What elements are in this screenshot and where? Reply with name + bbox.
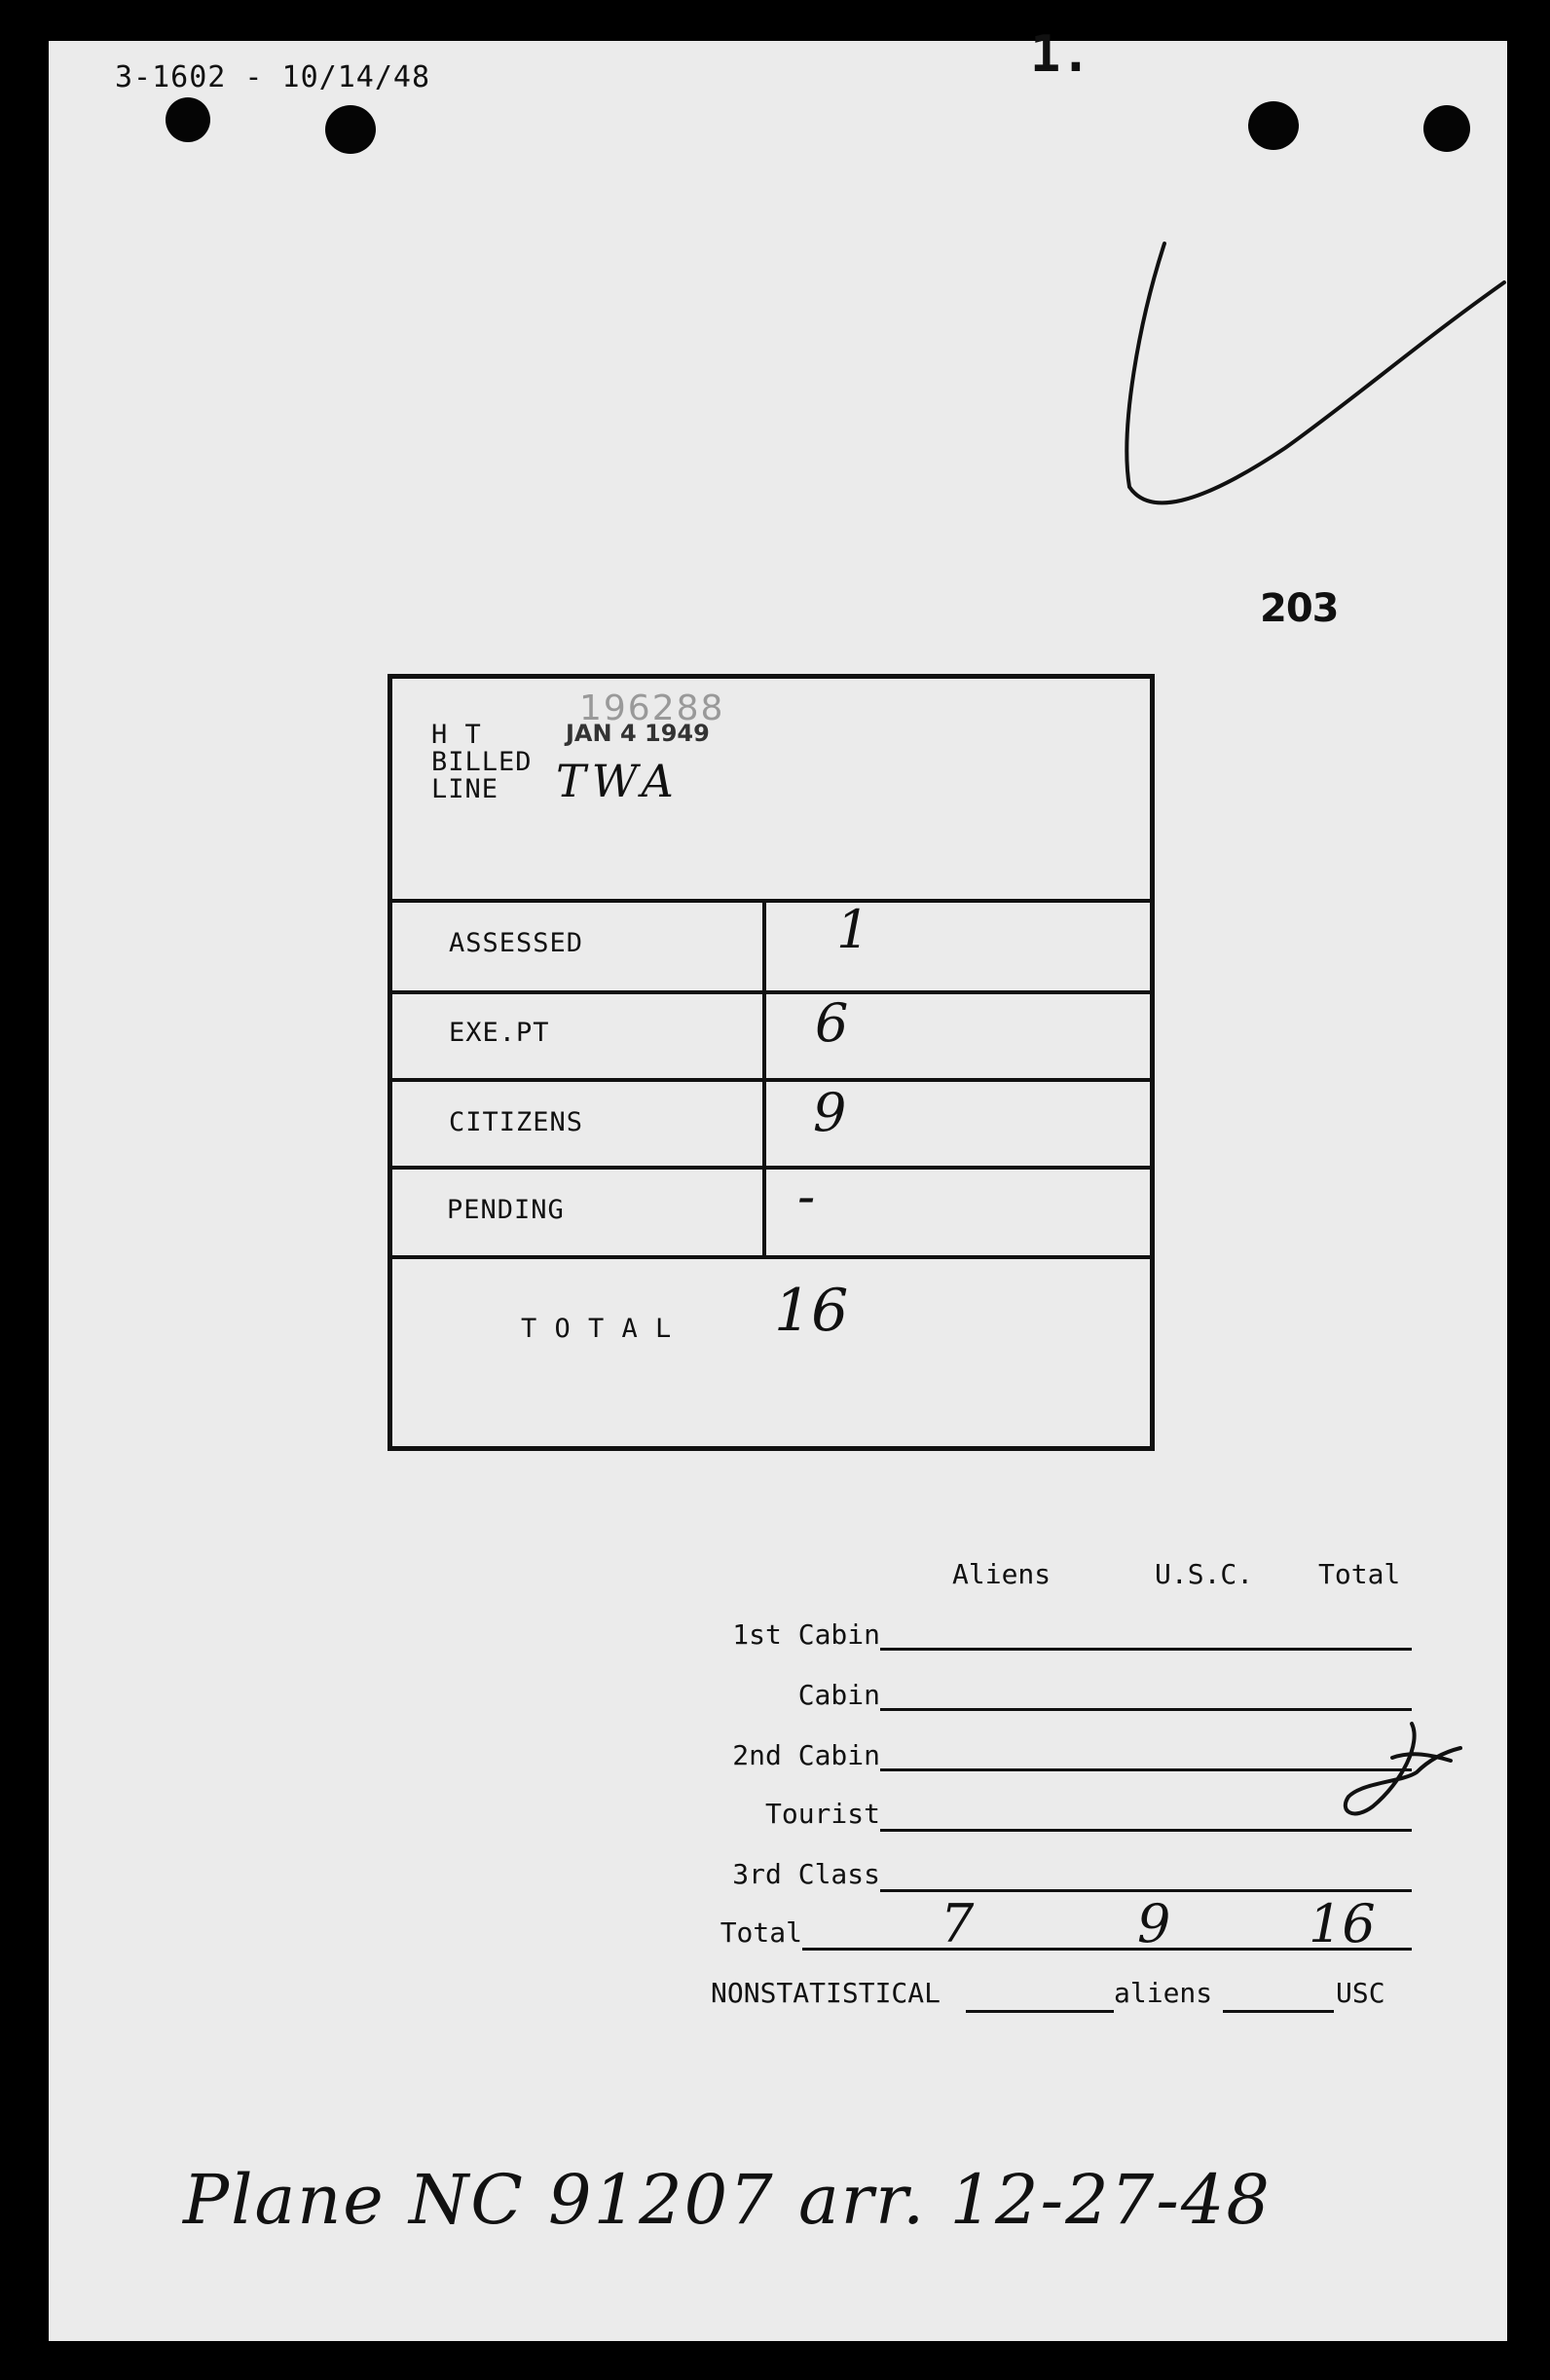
handwritten-note: Plane NC 91207 arr. 12-27-48 — [183, 2160, 1272, 2240]
nonstat-usc-line — [1223, 2010, 1334, 2013]
total-total: 16 — [1309, 1893, 1376, 1954]
row-1st-cabin-line — [880, 1648, 1412, 1651]
ht-label: H T — [431, 720, 482, 750]
row-3rd-class: 3rd Class — [732, 1858, 880, 1890]
top-mark: 1. — [1030, 25, 1091, 84]
aliens-label: aliens — [1114, 1977, 1213, 2009]
stamp-box — [388, 674, 1155, 1451]
nonstat-label: NONSTATISTICAL — [711, 1977, 941, 2009]
page-number: 203 — [1260, 586, 1339, 631]
punch-hole-left-1 — [166, 97, 210, 142]
punch-hole-left-2 — [325, 105, 376, 154]
total-usc: 9 — [1137, 1893, 1171, 1954]
line-value: TWA — [556, 755, 680, 807]
assessed-value: 1 — [836, 899, 870, 960]
billed-label: BILLED — [431, 747, 533, 777]
row-cabin: Cabin — [797, 1679, 880, 1711]
usc-label: USC — [1336, 1977, 1385, 2009]
box-divider-4 — [392, 1255, 1150, 1259]
stamp-number: 196288 — [579, 688, 725, 728]
box-divider-2 — [392, 1078, 1150, 1082]
citizens-value: 9 — [813, 1082, 847, 1143]
row-tourist-line — [880, 1829, 1412, 1832]
box-divider-1 — [392, 990, 1150, 994]
form-code: 3-1602 - 10/14/48 — [115, 60, 431, 94]
stamp-date: JAN 4 1949 — [566, 720, 710, 747]
citizens-label: CITIZENS — [449, 1107, 584, 1137]
header-total: Total — [1318, 1558, 1401, 1590]
row-2nd-cabin: 2nd Cabin — [732, 1739, 880, 1771]
check-mark-icon — [1100, 234, 1509, 526]
header-usc: U.S.C. — [1155, 1558, 1254, 1590]
total-value: 16 — [774, 1277, 849, 1345]
assessed-label: ASSESSED — [449, 928, 584, 958]
exempt-value: 6 — [815, 992, 849, 1054]
handwritten-initials — [1334, 1714, 1470, 1831]
row-2nd-cabin-line — [880, 1768, 1412, 1771]
box-divider-3 — [392, 1166, 1150, 1170]
row-tourist: Tourist — [764, 1798, 880, 1830]
row-1st-cabin: 1st Cabin — [732, 1618, 880, 1651]
punch-hole-right-2 — [1423, 105, 1470, 152]
total-label: T O T A L — [521, 1314, 673, 1344]
header-aliens: Aliens — [952, 1558, 1052, 1590]
pending-label: PENDING — [447, 1195, 565, 1225]
row-cabin-line — [880, 1708, 1412, 1711]
row-3rd-class-line — [880, 1889, 1412, 1892]
row-total-label: Total — [720, 1916, 802, 1949]
punch-hole-right-1 — [1248, 101, 1299, 150]
exempt-label: EXE.PT — [449, 1018, 550, 1048]
total-aliens: 7 — [941, 1893, 975, 1954]
box-divider-top — [392, 899, 1150, 903]
pending-value: - — [797, 1166, 816, 1227]
nonstat-aliens-line — [966, 2010, 1114, 2013]
box-column-divider — [762, 899, 766, 1257]
line-label: LINE — [431, 774, 499, 804]
